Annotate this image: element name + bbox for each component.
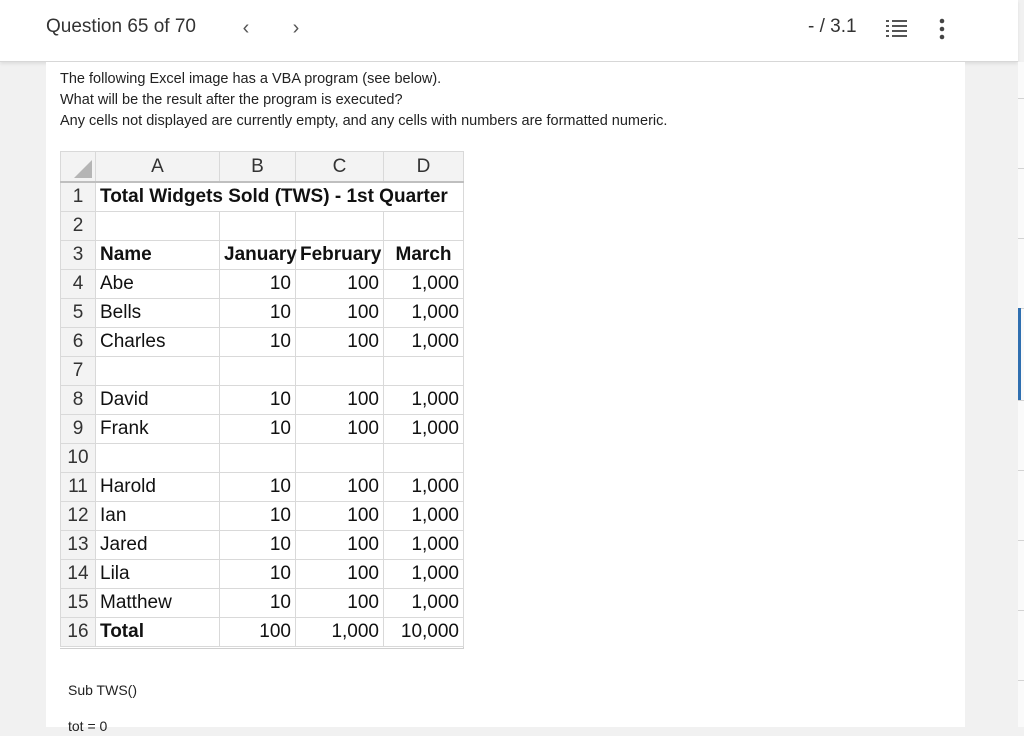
cell-d: 1,000 <box>384 386 464 415</box>
cell-c: 100 <box>296 270 384 299</box>
spreadsheet-table <box>60 151 464 647</box>
cell-c: 100 <box>296 299 384 328</box>
cell-a: Total <box>96 618 220 647</box>
vba-code <box>68 680 137 736</box>
cell-a: Name <box>96 241 220 270</box>
cell-a: Ian <box>96 502 220 531</box>
cell-b: 10 <box>220 299 296 328</box>
cell-b: 10 <box>220 270 296 299</box>
row-number: 10 <box>61 444 96 473</box>
row-number: 15 <box>61 589 96 618</box>
question-line: What will be the result after the program is executed? <box>60 92 403 108</box>
active-question-marker <box>1018 308 1021 400</box>
cell-a: Harold <box>96 473 220 502</box>
cell-c <box>296 444 384 473</box>
cell-d: 1,000 <box>384 415 464 444</box>
sheet-row <box>61 502 464 531</box>
cell-a: David <box>96 386 220 415</box>
cell-d: March <box>384 241 464 270</box>
sheet-row <box>61 212 464 241</box>
cell-b <box>220 444 296 473</box>
cell-b: 10 <box>220 560 296 589</box>
cell-c: 100 <box>296 386 384 415</box>
column-header-row <box>61 152 464 183</box>
row-number: 2 <box>61 212 96 241</box>
sheet-row <box>61 531 464 560</box>
question-card <box>46 62 965 734</box>
sheet-title-cell: Total Widgets Sold (TWS) - 1st Quarter <box>96 182 464 212</box>
row-number: 16 <box>61 618 96 647</box>
cell-a: Jared <box>96 531 220 560</box>
cell-b <box>220 212 296 241</box>
cell-b <box>220 357 296 386</box>
cell-b: 10 <box>220 473 296 502</box>
cell-a: Frank <box>96 415 220 444</box>
excel-screenshot <box>60 151 464 649</box>
question-line: Any cells not displayed are currently empty, and any cells with numbers are formatted numeric. <box>60 113 668 129</box>
column-header-a: A <box>96 152 220 183</box>
code-line: tot = 0 <box>68 718 108 734</box>
sheet-row <box>61 589 464 618</box>
cell-a <box>96 357 220 386</box>
cell-d: 1,000 <box>384 473 464 502</box>
cell-d <box>384 212 464 241</box>
cell-c: February <box>296 241 384 270</box>
cell-b: 10 <box>220 502 296 531</box>
cell-a <box>96 444 220 473</box>
cell-d: 1,000 <box>384 328 464 357</box>
top-bar <box>0 0 1018 62</box>
question-counter: Question 65 of 70 <box>46 16 196 37</box>
question-list-icon[interactable] <box>886 19 908 39</box>
sheet-row <box>61 182 464 212</box>
question-line: The following Excel image has a VBA program (see below). <box>60 71 442 87</box>
cell-c: 100 <box>296 328 384 357</box>
cell-a: Charles <box>96 328 220 357</box>
cell-a <box>96 212 220 241</box>
sheet-row <box>61 415 464 444</box>
sheet-row <box>61 328 464 357</box>
code-line: Sub TWS() <box>68 682 137 698</box>
sheet-row <box>61 299 464 328</box>
cell-c: 100 <box>296 560 384 589</box>
cell-d: 1,000 <box>384 531 464 560</box>
sheet-row <box>61 560 464 589</box>
row-number: 9 <box>61 415 96 444</box>
cell-d: 1,000 <box>384 502 464 531</box>
select-all-corner <box>61 152 96 183</box>
cell-b: 100 <box>220 618 296 647</box>
cell-a: Matthew <box>96 589 220 618</box>
previous-question-button[interactable]: ‹ <box>242 17 250 39</box>
sheet-row <box>61 444 464 473</box>
next-question-button[interactable]: › <box>292 17 300 39</box>
question-text <box>60 69 940 132</box>
more-vertical-icon[interactable] <box>934 17 950 41</box>
row-number: 7 <box>61 357 96 386</box>
cell-b: 10 <box>220 531 296 560</box>
sheet-row <box>61 473 464 502</box>
cell-d: 1,000 <box>384 589 464 618</box>
cell-a: Lila <box>96 560 220 589</box>
cell-d: 1,000 <box>384 560 464 589</box>
cell-c: 100 <box>296 589 384 618</box>
column-header-b: B <box>220 152 296 183</box>
cell-b: 10 <box>220 589 296 618</box>
cell-d: 1,000 <box>384 299 464 328</box>
cell-c <box>296 357 384 386</box>
row-number: 3 <box>61 241 96 270</box>
cell-c: 100 <box>296 415 384 444</box>
row-number: 1 <box>61 182 96 212</box>
cell-d <box>384 357 464 386</box>
cell-d <box>384 444 464 473</box>
cell-b: 10 <box>220 328 296 357</box>
row-number: 13 <box>61 531 96 560</box>
cell-c <box>296 212 384 241</box>
cell-b: January <box>220 241 296 270</box>
sheet-row <box>61 241 464 270</box>
row-number: 5 <box>61 299 96 328</box>
row-number: 12 <box>61 502 96 531</box>
cell-a: Abe <box>96 270 220 299</box>
row-number: 4 <box>61 270 96 299</box>
cell-b: 10 <box>220 415 296 444</box>
row-number: 8 <box>61 386 96 415</box>
question-scroll-track[interactable] <box>1018 62 1024 727</box>
cell-c: 100 <box>296 473 384 502</box>
cell-c: 100 <box>296 531 384 560</box>
sheet-row <box>61 386 464 415</box>
cell-a: Bells <box>96 299 220 328</box>
sheet-row <box>61 270 464 299</box>
row-number: 6 <box>61 328 96 357</box>
sheet-row <box>61 357 464 386</box>
column-header-d: D <box>384 152 464 183</box>
row-number: 14 <box>61 560 96 589</box>
cell-d: 10,000 <box>384 618 464 647</box>
cell-c: 1,000 <box>296 618 384 647</box>
column-header-c: C <box>296 152 384 183</box>
cell-b: 10 <box>220 386 296 415</box>
cell-c: 100 <box>296 502 384 531</box>
cell-d: 1,000 <box>384 270 464 299</box>
sheet-row <box>61 618 464 647</box>
row-number: 11 <box>61 473 96 502</box>
score-display: - / 3.1 <box>808 16 857 37</box>
